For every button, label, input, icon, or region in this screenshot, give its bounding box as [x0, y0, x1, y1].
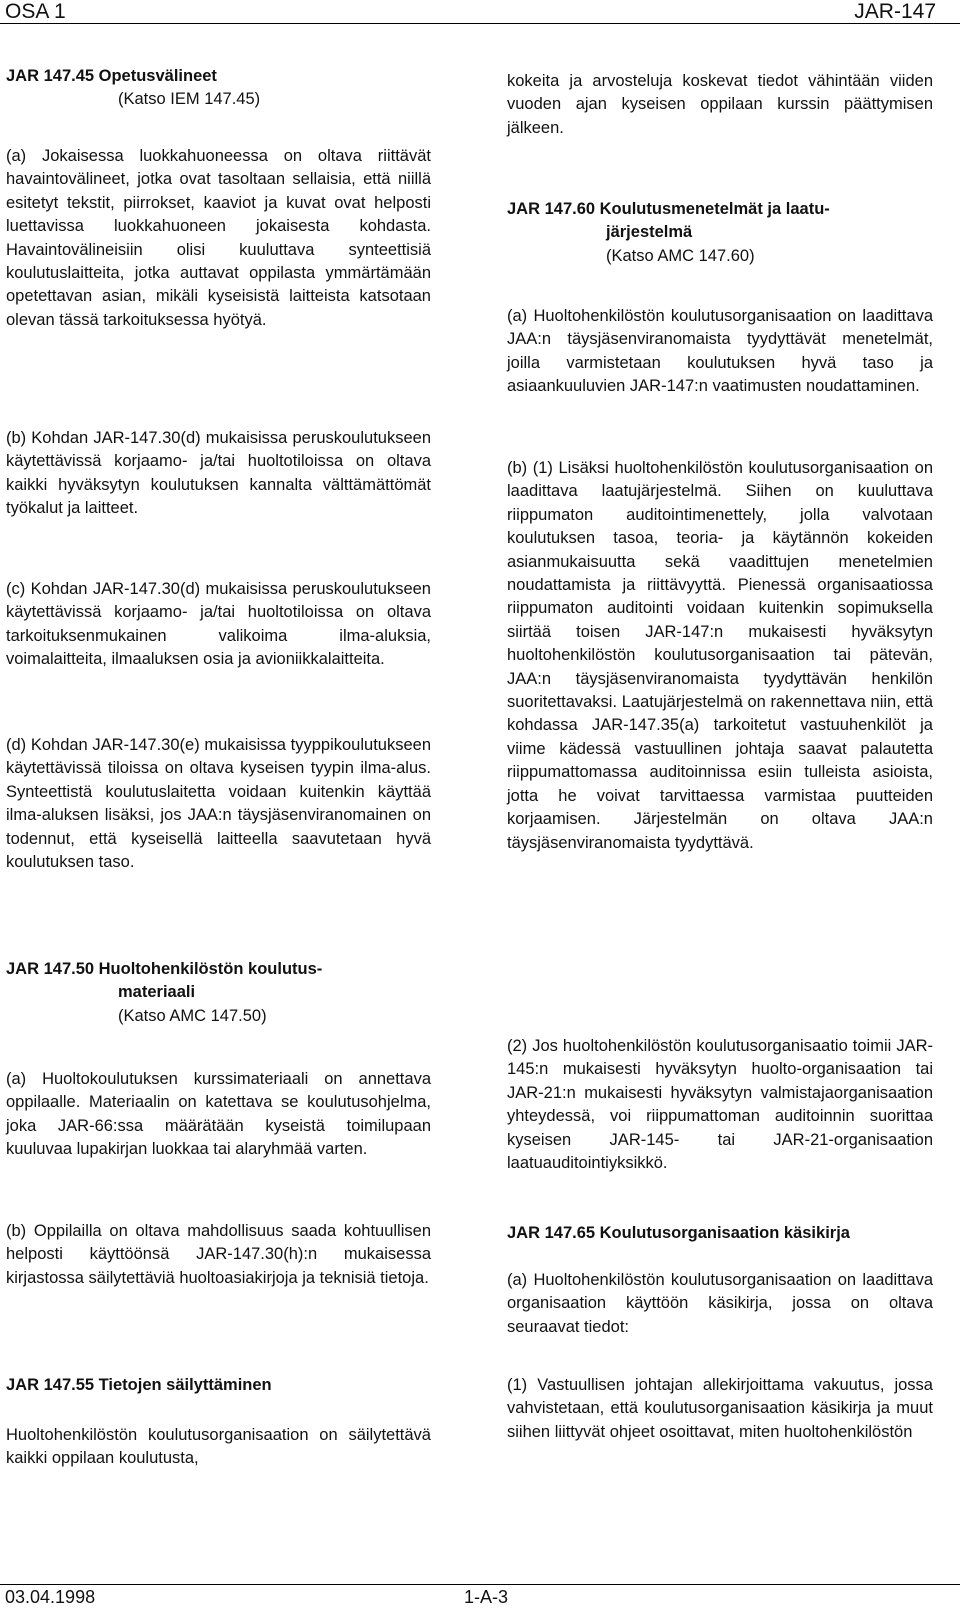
- paragraph-text: (b) Oppilailla on oltava mahdollisuus saada kohtuullisen helposti käyttöönsä JAR-147.30(h):n mukaisessa kirjastossa säilytettäviä huoltoasiakirjoja ja teknisiä tietoja.: [6, 1222, 431, 1287]
- page-header: [0, 0, 960, 30]
- footer-date: 03.04.1998: [5, 1587, 96, 1607]
- section-heading-147-65: [507, 1222, 933, 1245]
- paragraph-147-60-a: [507, 305, 933, 399]
- paragraph-text: (b) (1) Lisäksi huoltohenkilöstön koulutusorganisaation on laadittava laatujärjestelmä. Siihen on kuuluttava riippumaton auditointimenettely, jolla valvotaan koulutuksen tasoa, teoria- ja käytännön kokeiden asianmukaisuutta sekä vaadittujen menetelmien noudattamista ja riittävyyttä. Pienessä organisaatiossa riippumaton auditointi voidaan kuitenkin sopimuksella siirtää toisen JAR-147:n mukaisesti hyväksytyn huoltohenkilöstön koulutusorganisaation tai pätevän, JAA:n täysjäsenviranomaista tyydyttävän henkilön suoritettavaksi. Laatujärjestelmä on rakennettava niin, että kohdassa JAR-147.35(a) tarkoitetut vastuuhenkilöt ja viime kädessä vastuullinen johtaja saavat palautetta riippumattomassa auditoinnissa esiin tulleista asioista, jotta he voivat tarvittaessa varmistaa puutteiden korjaamisen. Järjestelmän on oltava JAA:n täysjäsenviranomaista tyydyttävä.: [507, 459, 933, 852]
- paragraph-147-45-d: [6, 734, 431, 874]
- paragraph-text: (b) Kohdan JAR-147.30(d) mukaisissa peruskoulutukseen käytettävissä korjaamo- ja/tai huoltotiloissa on oltava kaikki hyväksytyn koulutuksen kannalta välttämättömät työkalut ja laitteet.: [6, 429, 431, 518]
- paragraph-text: (1) Vastuullisen johtajan allekirjoittama vakuutus, jossa vahvistetaan, että koulutusorganisaation käsikirja ja muut siihen liittyvät ohjeet osoittavat, miten huoltohenkilöstön: [507, 1376, 933, 1441]
- heading-title: JAR 147.60 Koulutusmenetelmät ja laatu-: [507, 200, 830, 218]
- paragraph-147-50-a: [6, 1068, 431, 1162]
- paragraph-text: (a) Huoltohenkilöstön koulutusorganisaation on laadittava organisaation käyttöön käsikirja, jossa on oltava seuraavat tiedot:: [507, 1271, 933, 1336]
- header-section: OSA 1: [5, 0, 66, 23]
- heading-title-cont: järjestelmä: [606, 223, 693, 242]
- paragraph-147-55-continued: [507, 70, 933, 140]
- paragraph-text: (a) Jokaisessa luokkahuoneessa on oltava riittävät havaintovälineet, jotka ovat tasoltaan sellaisia, että niillä esitetyt tekstit, piirrokset, kaaviot ja kuvat ovat helposti luettavissa luokkahuoneen jokaisesta kohdasta. Havaintovälineisiin olisi kuuluttava synteettisiä koulutuslaitteita, jotka auttavat oppilasta ymmärtämään opetettavan asian, mikäli kyseisistä laitteista katsotaan olevan tässä tarkoituksessa hyötyä.: [6, 147, 431, 329]
- heading-title: JAR 147.50 Huoltohenkilöstön koulutus-: [6, 960, 323, 978]
- paragraph-text: (a) Huoltohenkilöstön koulutusorganisaation on laadittava JAA:n täysjäsenviranomaista tyydyttävät menetelmät, joilla varmistetaan koulutuksen hyvä taso ja asiaankuuluvien JAR-147:n vaatimusten noudattaminen.: [507, 307, 933, 396]
- heading-reference: (Katso IEM 147.45): [118, 90, 261, 109]
- section-heading-147-55: [6, 1374, 431, 1397]
- heading-reference: (Katso AMC 147.50): [118, 1006, 267, 1025]
- paragraph-147-45-a: [6, 145, 431, 332]
- heading-title-cont: materiaali: [118, 983, 196, 1002]
- footer-page-number: 1-A-3: [464, 1587, 509, 1607]
- section-heading-147-45: [6, 65, 431, 112]
- paragraph-147-60-b2: [507, 1035, 933, 1175]
- paragraph-147-65-a1: [507, 1374, 933, 1444]
- section-heading-147-50: [6, 958, 431, 1028]
- heading-title: JAR 147.65 Koulutusorganisaation käsikirja: [507, 1224, 850, 1242]
- heading-title: JAR 147.45 Opetusvälineet: [6, 67, 217, 85]
- paragraph-text: kokeita ja arvosteluja koskevat tiedot vähintään viiden vuoden ajan kyseisen oppilaan kurssin päättymisen jälkeen.: [507, 72, 933, 137]
- paragraph-text: (2) Jos huoltohenkilöstön koulutusorganisaatio toimii JAR-145:n mukaisesti hyväksytyn huolto-organisaation tai JAR-21:n mukaisesti hyväksytyn valmistajaorganisaation yhteydessä, voi riippumattoman auditoinnin suorittaa kyseisen JAR-145- tai JAR-21-organisaation laatuauditointiyksikkö.: [507, 1037, 933, 1173]
- section-heading-147-60: [507, 198, 933, 268]
- header-rule: [0, 23, 960, 24]
- paragraph-147-65-a: [507, 1269, 933, 1339]
- paragraph-text: (d) Kohdan JAR-147.30(e) mukaisissa tyyppikoulutukseen käytettävissä tiloissa on oltava kyseisen tyypin ilma-alus. Synteettistä koulutuslaitetta voidaan kuitenkin käyttää ilma-aluksen lisäksi, jos JAA:n täysjäsenviranomainen on todennut, että kyseisellä laitteella saavutetaan hyvä koulutuksen taso.: [6, 736, 431, 872]
- header-document-id: JAR-147: [854, 0, 936, 23]
- paragraph-147-45-c: [6, 578, 431, 672]
- paragraph-text: (a) Huoltokoulutuksen kurssimateriaali on annettava oppilaalle. Materiaalin on katettava se koulutusohjelma, joka JAR-66:ssa määrätään kyseistä toimilupaan kuuluvaa lupakirjan luokkaa tai alaryhmää varten.: [6, 1070, 431, 1159]
- heading-reference: (Katso AMC 147.60): [606, 246, 755, 265]
- heading-title: JAR 147.55 Tietojen säilyttäminen: [6, 1376, 272, 1394]
- page-footer: [0, 1584, 960, 1610]
- paragraph-text: Huoltohenkilöstön koulutusorganisaation on säilytettävä kaikki oppilaan koulutusta,: [6, 1426, 431, 1468]
- paragraph-147-45-b: [6, 427, 431, 521]
- paragraph-147-60-b1: [507, 457, 933, 855]
- paragraph-147-50-b: [6, 1220, 431, 1290]
- paragraph-text: (c) Kohdan JAR-147.30(d) mukaisissa peruskoulutukseen käytettävissä korjaamo- ja/tai huoltotiloissa on oltava tarkoituksenmukainen valikoima ilma-aluksia, voimalaitteita, ilmaaluksen osia ja avioniikkalaitteita.: [6, 580, 431, 669]
- paragraph-147-55: [6, 1424, 431, 1471]
